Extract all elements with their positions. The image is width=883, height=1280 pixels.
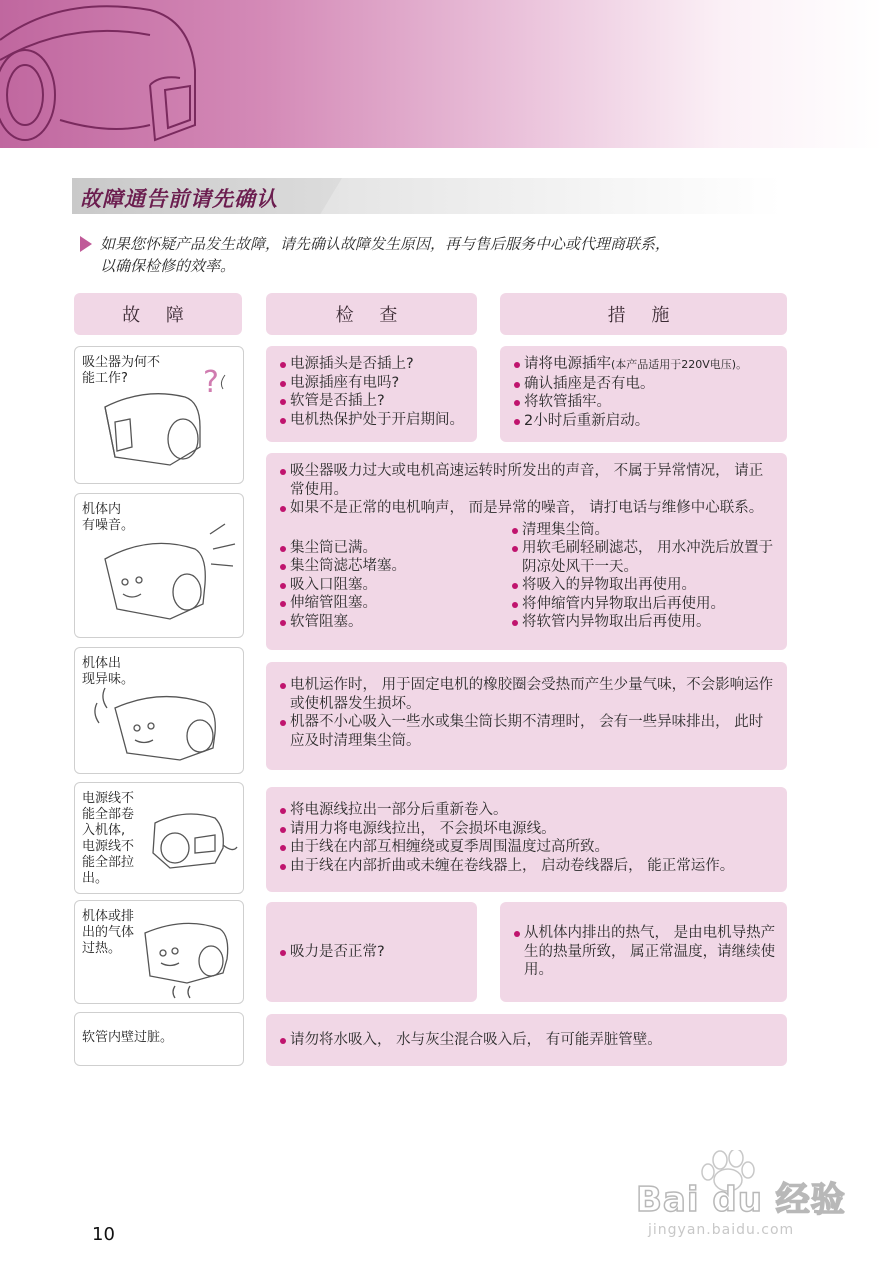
note-item: 吸尘器吸力过大或电机高速运转时所发出的声音， 不属于异常情况， 请正常使用。 [280,462,777,499]
cause-item: 集尘筒已满。 [280,539,512,558]
header-measure: 措 施 [500,293,787,335]
cause-item: 吸入口阻塞。 [280,576,512,595]
check-item: 软管是否插上? [280,392,467,411]
action-item: 将吸入的异物取出再使用。 [512,576,777,595]
check-item: 电源插座有电吗? [280,374,467,393]
cause-action-columns [280,521,777,632]
cause-list [280,539,512,632]
fault-label: 电源线不 能全部卷 入机体, 电源线不 能全部拉 出。 [82,791,135,886]
solution-item: 电机运作时， 用于固定电机的橡胶圈会受热而产生少量气味，不会影响运作或使机器发生损坏。 [280,676,777,713]
action-item: 用软毛刷轻刷滤芯， 用水冲洗后放置于阴凉处风干一天。 [512,539,777,576]
action-list [512,521,777,632]
solution-item: 由于线在内部互相缠绕或夏季周围温度过高所致。 [280,838,777,857]
check-item: 电机热保护处于开启期间。 [280,411,467,430]
solution-cell-noise [266,453,787,650]
noisy-vacuum-icon [75,494,243,637]
solution-cell-odor [266,662,787,770]
check-item: 电源插头是否插上? [280,355,467,374]
measure-item: 2小时后重新启动。 [514,412,777,431]
watermark-url: jingyan.baidu.com [648,1222,795,1238]
header-banner [0,0,883,148]
measure-item: 请将电源插牢(本产品适用于220V电压)。 [514,355,777,375]
vacuum-cord-icon [75,783,243,893]
check-item: 吸力是否正常? [280,943,385,962]
cause-item: 伸缩管阻塞。 [280,594,512,613]
watermark-brand: Bai du 经验 [636,1180,846,1220]
measure-cell-overheat [500,902,787,1002]
action-item: 清理集尘筒。 [512,521,777,540]
cause-item: 集尘筒滤芯堵塞。 [280,557,512,576]
fault-label: 吸尘器为何不 能工作? [82,355,161,386]
fault-label: 机体或排 出的气体 过热。 [82,909,135,956]
cause-item: 软管阻塞。 [280,613,512,632]
header-fault: 故 障 [74,293,242,335]
fault-cell-overheat [74,900,244,1004]
section-title: 故障通告前请先确认 [80,187,278,211]
action-item: 将伸缩管内异物取出后再使用。 [512,595,777,614]
vacuum-question-icon [75,347,243,483]
check-cell-not-working [266,346,477,442]
vacuum-cleaner-illustration [0,0,260,148]
fault-label: 机体出 现异味。 [82,656,135,687]
solution-item: 将电源线拉出一部分后重新卷入。 [280,801,777,820]
fault-cell-dirty-hose [74,1012,244,1066]
note-item: 如果不是正常的电机响声， 而是异常的噪音， 请打电话与维修中心联系。 [280,499,777,518]
fault-cell-noise [74,493,244,638]
measure-cell-not-working [500,346,787,442]
fault-cell-not-working [74,346,244,484]
fault-cell-odor [74,647,244,774]
action-item: 将软管内异物取出后再使用。 [512,613,777,632]
smelly-vacuum-icon [75,648,243,773]
solution-item: 请用力将电源线拉出， 不会损坏电源线。 [280,820,777,839]
intro-text: 如果您怀疑产品发生故障，请先确认故障发生原因，再与售后服务中心或代理商联系， 以确保检修的效率。 [100,235,671,275]
check-cell-overheat [266,902,477,1002]
header-check: 检 查 [266,293,477,335]
solution-item: 请勿将水吸入， 水与灰尘混合吸入后， 有可能弄脏管壁。 [280,1031,662,1050]
solution-cell-dirty-hose [266,1014,787,1066]
fault-label: 软管内壁过脏。 [82,1030,174,1045]
solution-cell-cord [266,787,787,892]
svg-text:?: ? [203,365,219,400]
measure-item: 将软管插牢。 [514,393,777,412]
hot-vacuum-icon [75,901,243,1003]
measure-item: 确认插座是否有电。 [514,375,777,394]
page-number: 10 [92,1224,115,1245]
fault-label: 机体内 有噪音。 [82,502,135,533]
solution-item: 由于线在内部折曲或未缠在卷线器上， 启动卷线器后， 能正常运作。 [280,857,777,876]
triangle-bullet-icon [80,236,92,252]
fault-cell-cord [74,782,244,894]
measure-item: 从机体内排出的热气， 是由电机导热产生的热量所致， 属正常温度，请继续使用。 [514,924,777,980]
solution-item: 机器不小心吸入一些水或集尘筒长期不清理时， 会有一些异味排出， 此时应及时清理集尘筒。 [280,713,777,750]
